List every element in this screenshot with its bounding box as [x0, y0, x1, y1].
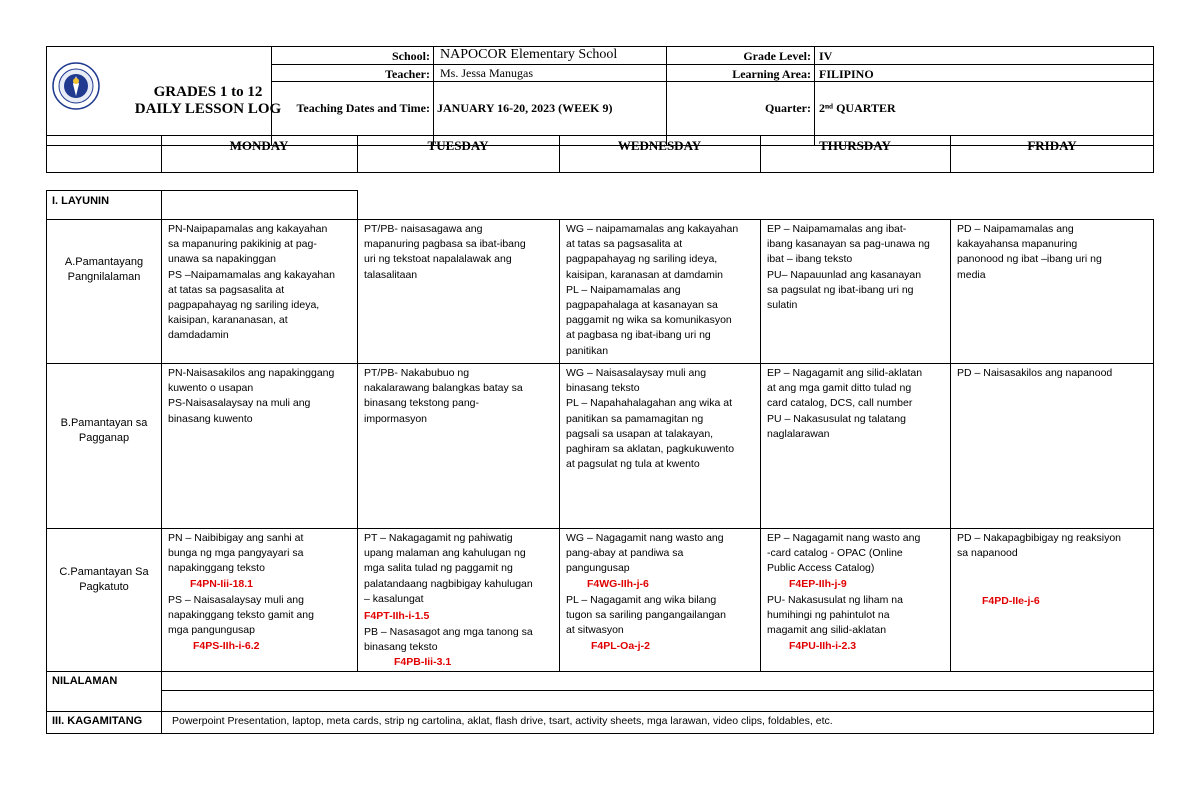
row-c-monday-text1: PN – Naibibigay ang sanhi at bunga ng mga pangyayari sa napakinggang teksto	[168, 532, 304, 575]
day-friday: FRIDAY	[1027, 138, 1077, 153]
layunin-label: I. LAYUNIN	[52, 195, 110, 207]
dates-label: Teaching Dates and Time:	[296, 101, 430, 115]
row-c-wednesday-text2: PL – Nagagamit ang wika bilang tugon sa sariling pangangailangan at sitwasyon	[566, 594, 726, 637]
day-wednesday: WEDNESDAY	[617, 138, 702, 153]
row-b-friday: PD – Naisasakilos ang napanood	[957, 367, 1113, 379]
day-tuesday: TUESDAY	[427, 138, 489, 153]
deped-seal-icon	[52, 62, 100, 110]
quarter-label: Quarter:	[765, 101, 811, 115]
school-label: School:	[391, 49, 430, 63]
row-a-label: A.Pamantayang Pangnilalaman	[64, 256, 144, 283]
row-c-label: C.Pamantayan Sa Pagkatuto	[59, 566, 149, 593]
row-c-monday-text2: PS – Naisasalaysay muli ang napakinggang teksto gamit ang mga pangungusap	[168, 594, 314, 637]
row-a-wednesday: WG – naipamamalas ang kakayahan at tatas sa pagsasalita at pagpapahayag ng sariling ideya, kaisipan, karanasan at damdamin PL – Naipamamalas ang pagpapahalaga at kasanayan sa paggamit ng wika sa komunikasyon at pagbasa ng ibat-ibang uri ng panitikan	[566, 223, 739, 357]
divider	[357, 219, 358, 671]
area-label: Learning Area:	[732, 67, 811, 81]
grade-value: IV	[819, 49, 833, 63]
row-c-tuesday-text1: PT – Nakagagamit ng pahiwatig upang malaman ang kahulugan ng mga salita tulad ng paggamit ng palatandaang nagbibigay kahulugan – kasalungat	[364, 532, 533, 605]
row-b-wednesday: WG – Naisasalaysay muli ang binasang teksto PL – Napahahalagahan ang wika at panitikan sa pamamagitan ng pagsali sa usapan at talakayan, paghiram sa aklatan, pagkukuwento at pagsulat ng tula at kwento	[566, 367, 735, 471]
row-b-thursday: EP – Nagagamit ang silid-aklatan at ang mga gamit ditto tulad ng card catalog, DCS, call number PU – Nakasusulat ng talatang naglalarawan	[767, 367, 923, 440]
school-value: NAPOCOR Elementary School	[440, 47, 618, 62]
title-line-2: DAILY LESSON LOG	[134, 101, 282, 117]
divider	[46, 671, 1154, 672]
teacher-label: Teacher:	[385, 67, 430, 81]
row-c-monday-code2: F4PS-IIh-i-6.2	[193, 640, 260, 652]
divider	[950, 219, 951, 671]
row-c-thursday-code2: F4PU-IIh-i-2.3	[789, 640, 857, 652]
row-a-thursday: EP – Naipamamalas ang ibat- ibang kasanayan sa pag-unawa ng ibat – ibang teksto PU– Napauunlad ang kasanayan sa pagsulat ng ibat-ibang uri ng sulatin	[767, 223, 930, 312]
divider	[46, 711, 1154, 712]
row-c-thursday-text2: PU- Nakasusulat ng liham na humihingi ng pahintulot na magamit ang silid-aklatan	[767, 594, 903, 637]
row-c-monday-code1: F4PN-Iii-18.1	[190, 578, 254, 590]
layunin-blank-cell	[161, 190, 358, 220]
kagamitan-label: III. KAGAMITANG	[52, 715, 143, 727]
row-c-wednesday-code1: F4WG-IIh-j-6	[587, 578, 649, 590]
divider	[814, 46, 815, 146]
divider	[271, 64, 1154, 65]
row-c-tuesday-text2: PB – Nasasagot ang mga tanong sa binasang teksto	[364, 626, 533, 654]
teacher-value: Ms. Jessa Manugas	[440, 66, 533, 80]
day-thursday: THURSDAY	[819, 138, 891, 153]
row-a-friday: PD – Naipamamalas ang kakayahansa mapanuring panonood ng ibat –ibang uri ng media	[957, 223, 1102, 281]
divider	[760, 219, 761, 671]
dates-value: JANUARY 16-20, 2023 (WEEK 9)	[437, 101, 613, 115]
divider	[433, 46, 434, 146]
row-c-wednesday-text1: WG – Nagagamit nang wasto ang pang-abay at pandiwa sa pangungusap	[566, 532, 724, 575]
kagamitan-value: Powerpoint Presentation, laptop, meta cards, strip ng cartolina, aklat, flash drive, tsart, activity sheets, mga larawan, video clips, foldables, etc.	[172, 715, 833, 727]
divider	[161, 219, 162, 734]
row-c-wednesday-code2: F4PL-Oa-j-2	[591, 640, 650, 652]
title-line-1: GRADES 1 to 12	[153, 84, 263, 100]
divider	[161, 690, 1154, 691]
day-monday: MONDAY	[229, 138, 289, 153]
row-c-thursday-code1: F4EP-IIh-j-9	[789, 578, 847, 590]
divider	[666, 46, 667, 146]
grade-label: Grade Level:	[743, 49, 811, 63]
row-a-monday: PN-Naipapamalas ang kakayahan sa mapanuring pakikinig at pag- unawa sa napakinggan PS –Naipamamalas ang kakayahan at tatas sa pagsasalita at pagpapahayag ng sariling ideya, kaisipan, karananasan, at damdadamin	[168, 223, 335, 342]
divider	[559, 219, 560, 671]
row-c-friday-code1: F4PD-IIe-j-6	[982, 595, 1040, 607]
row-c-tuesday-code1: F4PT-IIh-i-1.5	[364, 610, 430, 622]
divider	[46, 363, 1154, 364]
quarter-value: 2ⁿᵈ QUARTER	[819, 101, 896, 115]
area-value: FILIPINO	[819, 67, 874, 81]
row-b-monday: PN-Naisasakilos ang napakinggang kuwento o usapan PS-Naisasalaysay na muli ang binasang kuwento	[168, 367, 335, 425]
row-b-label: B.Pamantayan sa Pagganap	[60, 417, 148, 444]
nilalaman-label: NILALAMAN	[52, 675, 118, 687]
row-c-tuesday-code2: F4PB-Iii-3.1	[394, 656, 452, 668]
row-a-tuesday: PT/PB- naisasagawa ang mapanuring pagbasa sa ibat-ibang uri ng tekstoat napalalawak ang talasalitaan	[364, 223, 526, 281]
row-b-tuesday: PT/PB- Nakabubuo ng nakalarawang balangkas batay sa binasang tekstong pang- impormasyon	[364, 367, 523, 425]
row-c-thursday-text1: EP – Nagagamit nang wasto ang -card catalog - OPAC (Online Public Access Catalog)	[767, 532, 921, 575]
divider	[46, 528, 1154, 529]
row-c-friday-text1: PD – Nakapagbibigay ng reaksiyon sa napanood	[957, 532, 1122, 560]
divider	[271, 46, 272, 146]
